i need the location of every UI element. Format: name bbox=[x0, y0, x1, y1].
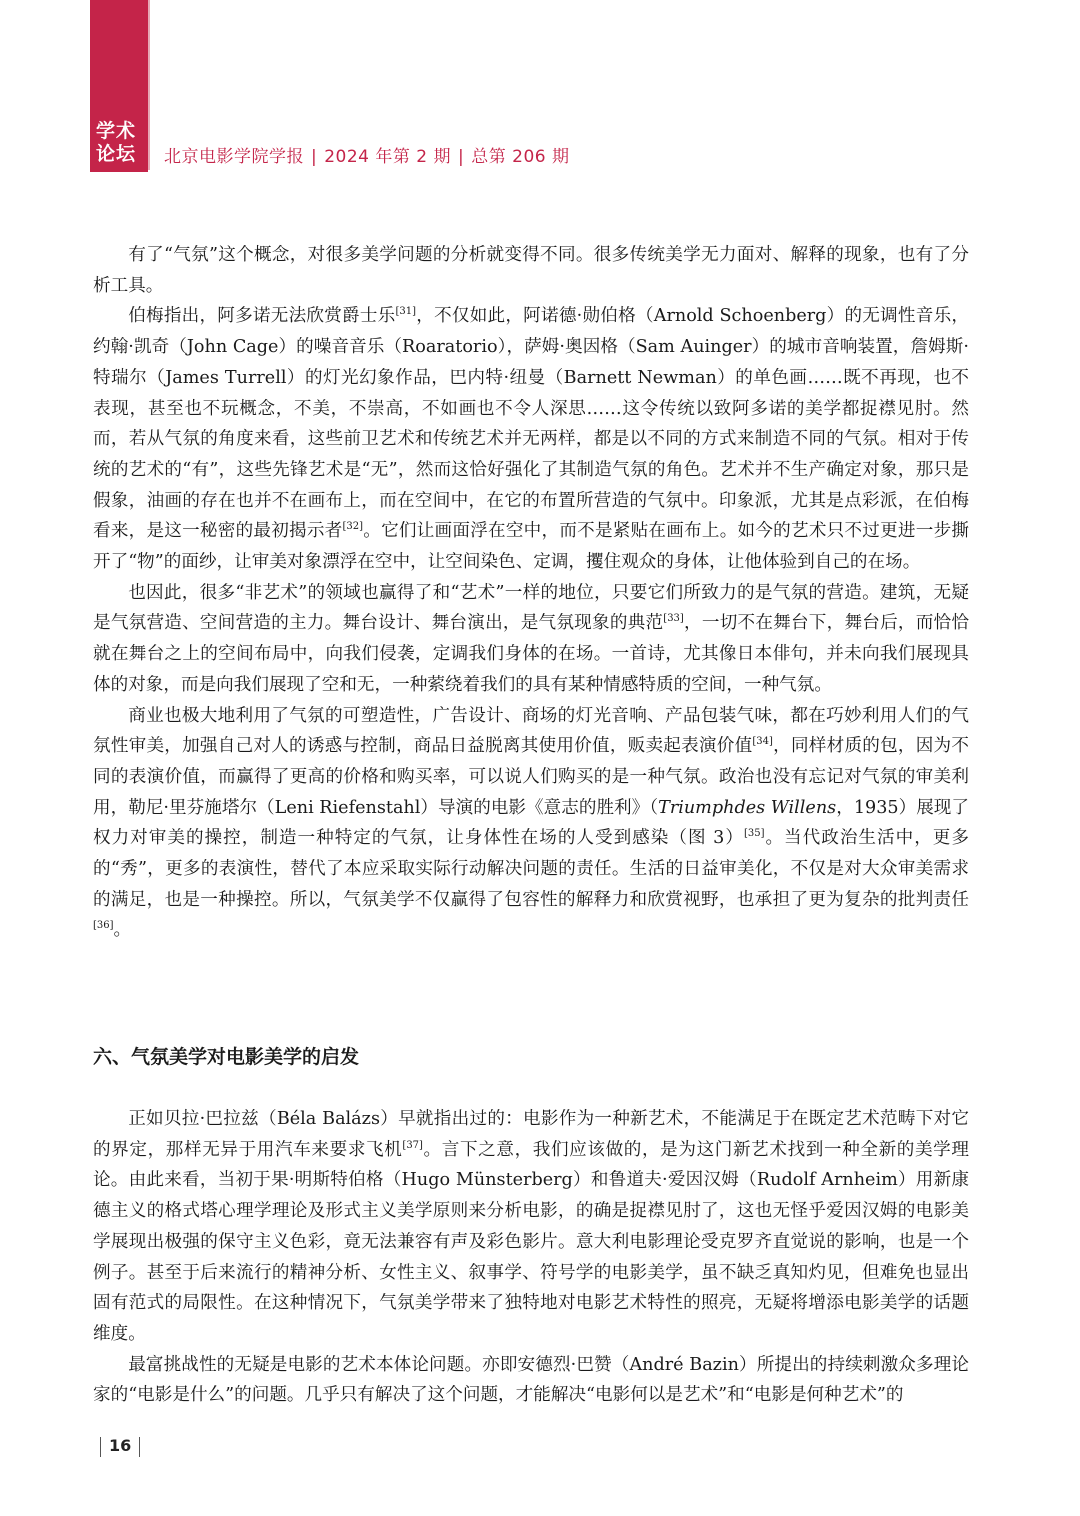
citation-ref: [31] bbox=[395, 306, 417, 318]
page-number: 16 bbox=[109, 1436, 132, 1455]
page-footer bbox=[92, 1436, 148, 1457]
running-head bbox=[164, 142, 570, 167]
paragraph bbox=[93, 578, 969, 701]
film-title-italic: Triumphdes Willens bbox=[658, 797, 837, 818]
section-tab-line1: 学术 bbox=[96, 120, 137, 142]
journal-name: 北京电影学院学报 bbox=[164, 147, 304, 167]
total-issue-label: 总第 206 期 bbox=[471, 147, 570, 167]
issue-label: 2024 年第 2 期 bbox=[324, 147, 452, 167]
paragraph bbox=[93, 701, 969, 947]
text-run: 有了“气氛”这个概念，对很多美学问题的分析就变得不同。很多传统美学无力面对、解释的现象，也有了分析工具。 bbox=[93, 245, 969, 296]
header-rule bbox=[148, 0, 150, 170]
text-run: 最富挑战性的无疑是电影的艺术本体论问题。亦即安德烈·巴赞（André Bazin）所提出的持续刺激众多理论家的“电影是什么”的问题。几乎只有解决了这个问题，才能解决“电影何以是艺术”和“电影是何种艺术”的 bbox=[93, 1354, 969, 1406]
paragraph bbox=[93, 240, 969, 301]
paragraph bbox=[93, 301, 969, 577]
footer-bar-left bbox=[100, 1437, 101, 1457]
citation-ref: [37] bbox=[402, 1139, 423, 1151]
section-tab-label bbox=[96, 120, 142, 166]
citation-ref: [34] bbox=[752, 736, 773, 748]
text-run: 正如贝拉·巴拉兹（Béla Balázs）早就指出过的：电影作为一种新艺术，不能满足于在既定艺术范畴下对它的界定，那样无异于用汽车来要求飞机 bbox=[93, 1109, 969, 1160]
text-run: 。当代政治生活中，更多的“秀”，更多的表演性，替代了本应采取实际行动解决问题的责任。生活的日益审美化，不仅是对大众审美需求的满足，也是一种操控。所以，气氛美学不仅赢得了包容性的解释力和欣赏视野，也承担了更为复杂的批判责任 bbox=[93, 828, 969, 910]
citation-ref: [32] bbox=[342, 521, 364, 533]
section-tab-line2: 论坛 bbox=[96, 143, 137, 165]
text-run: 也因此，很多“非艺术”的领域也赢得了和“艺术”一样的地位，只要它们所致力的是气氛的营造。建筑，无疑是气氛营造、空间营造的主力。舞台设计、舞台演出，是气氛现象的典范 bbox=[93, 582, 969, 634]
separator: | bbox=[311, 147, 318, 167]
footer-bar-right bbox=[139, 1437, 140, 1457]
text-run: ，一切不在舞台下，舞台后，而恰恰就在舞台之上的空间布局中，向我们侵袭，定调我们身体的在场。一首诗，尤其像日本俳句，并未向我们展现具体的对象，而是向我们展现了空和无，一种萦绕着我们的具有某种情感特质的空间，一种气氛。 bbox=[93, 613, 969, 695]
body-text-part1 bbox=[93, 240, 969, 946]
text-run: 伯梅指出，阿多诺无法欣赏爵士乐 bbox=[128, 306, 396, 327]
paragraph bbox=[93, 1350, 969, 1411]
text-run: ，同样材质的包，因为不同的表演价值，而赢得了更高的价格和购买率，可以说人们购买的是一种气氛。政治也没有忘记对气氛的审美利用，勒尼·里芬施塔尔（Leni Riefenstahl）导演的电影《意志的胜利》（ bbox=[93, 736, 969, 818]
text-run: 商业也极大地利用了气氛的可塑造性，广告设计、商场的灯光音响、产品包装气味，都在巧妙利用人们的气氛性审美，加强自己对人的诱惑与控制，商品日益脱离其使用价值，贩卖起表演价值 bbox=[93, 705, 969, 757]
text-run: 。 bbox=[113, 920, 132, 941]
citation-ref: [36] bbox=[93, 920, 114, 932]
citation-ref: [35] bbox=[743, 828, 765, 840]
paragraph bbox=[93, 1104, 969, 1350]
section-heading: 六、气氛美学对电影美学的启发 bbox=[93, 1046, 360, 1068]
separator: | bbox=[458, 147, 465, 167]
body-text-part2 bbox=[93, 1104, 969, 1411]
text-run: ，不仅如此，阿诺德·勋伯格（Arnold Schoenberg）的无调性音乐，约翰·凯奇（John Cage）的噪音音乐（Roaratorio），萨姆·奥因格（Sam Auinger）的城市音响装置，詹姆斯·特瑞尔（James Turrell）的灯光幻象作品，巴内特·纽曼（Barnett Newman）的单色画……既不再现，也不表现，甚至也不玩概念，不美，不崇高，不如画也不令人深思……这令传统以致阿多诺的美学都捉襟见肘。然而，若从气氛的角度来看，这些前卫艺术和传统艺术并无两样，都是以不同的方式来制造不同的气氛。相对于传统的艺术的“有”，这些先锋艺术是“无”，然而这恰好强化了其制造气氛的角色。艺术并不生产确定对象，那只是假象，油画的存在也并不在画布上，而在空间中，在它的布置所营造的气氛中。印象派，尤其是点彩派，在伯梅看来，是这一秘密的最初揭示者 bbox=[93, 306, 969, 542]
citation-ref: [33] bbox=[663, 613, 684, 625]
text-run: 。言下之意，我们应该做的，是为这门新艺术找到一种全新的美学理论。由此来看，当初于果·明斯特伯格（Hugo Münsterberg）和鲁道夫·爱因汉姆（Rudolf Arnheim）用新康德主义的格式塔心理学理论及形式主义美学原则来分析电影，的确是捉襟见肘了，这也无怪乎爱因汉姆的电影美学展现出极强的保守主义色彩，竟无法兼容有声及彩色影片。意大利电影理论受克罗齐直觉说的影响，也是一个例子。甚至于后来流行的精神分析、女性主义、叙事学、符号学的电影美学，虽不缺乏真知灼见，但难免也显出固有范式的局限性。在这种情况下，气氛美学带来了独特地对电影艺术特性的照亮，无疑将增添电影美学的话题维度。 bbox=[93, 1139, 969, 1344]
text-run: 。它们让画面浮在空中，而不是紧贴在画布上。如今的艺术只不过更进一步撕开了“物”的面纱，让审美对象漂浮在空中，让空间染色、定调，攫住观众的身体，让他体验到自己的在场。 bbox=[93, 521, 969, 573]
text-run: ，1935）展现了权力对审美的操控，制造一种特定的气氛，让身体性在场的人受到感染（图 3） bbox=[93, 797, 970, 849]
